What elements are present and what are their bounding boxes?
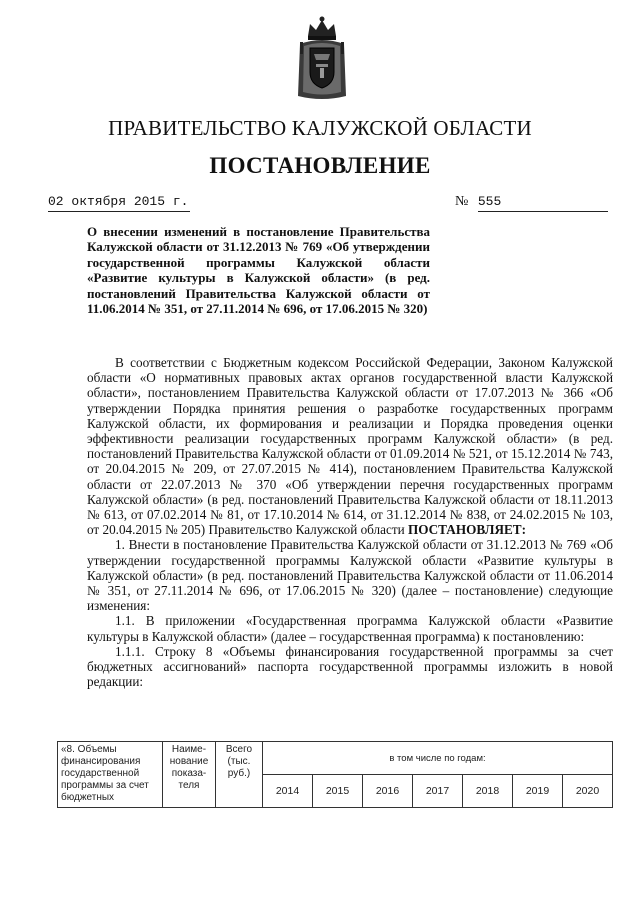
- document-body: [87, 355, 613, 689]
- document-number: 555: [478, 193, 608, 212]
- table-cell-year: 2020: [563, 775, 613, 808]
- table-cell-year: 2019: [513, 775, 563, 808]
- table-cell-indicator-title: «8. Объемы финансирования государственной программы за счет бюджетных: [58, 742, 163, 808]
- document-number-row: [455, 193, 608, 212]
- table-cell-year: 2016: [363, 775, 413, 808]
- table-cell-years-header: в том числе по годам:: [263, 742, 613, 775]
- preamble-paragraph: [87, 355, 613, 537]
- decree-word: ПОСТАНОВЛЯЕТ:: [407, 522, 526, 538]
- paragraph-1-1: 1.1. В приложении «Государственная программа Калужской области «Развитие культуры в Калужской области» (далее – государственная программа) к постановлению:: [87, 613, 613, 644]
- table-header-row: [58, 742, 613, 775]
- document-date: 02 октября 2015 г.: [48, 193, 190, 212]
- table-cell-year: 2014: [263, 775, 313, 808]
- financing-table: [57, 741, 613, 808]
- table-cell-year: 2015: [313, 775, 363, 808]
- number-sign: №: [455, 194, 469, 209]
- preamble-text: В соответствии с Бюджетным кодексом Российской Федерации, Законом Калужской области «О нормативных правовых актах органов государственной власти Калужской области», постановлением Правительства Калужской области от 17.07.2013 № 366 «Об утверждении Порядка принятия решения о разработке государственных программ Калужской области, их формирования и реализации и Порядка проведения оценки эффективности реализации государственных программ Калужской области» (в ред. постановлений Правительства Калужской области от 01.09.2014 № 521, от 15.12.2014 № 743, от 20.04.2015 № 209, от 27.07.2015 № 414), постановлением Правительства Калужской области от 22.07.2013 № 370 «Об утверждении перечня государственных программ Калужской области» (в ред. постановлений Правительства Калужской области от 18.11.2013 № 613, от 07.02.2014 № 81, от 17.10.2014 № 614, от 31.12.2014 № 838, от 24.02.2015 № 103, от 20.04.2015 № 205) Правительство Калужской области: [87, 355, 613, 538]
- table-cell-year: 2018: [463, 775, 513, 808]
- table-cell-total-header: Всего (тыс. руб.): [216, 742, 263, 808]
- document-type: ПОСТАНОВЛЕНИЕ: [209, 153, 431, 178]
- paragraph-1-1-1: 1.1.1. Строку 8 «Объемы финансирования государственной программы за счет бюджетных ассигнований» паспорта государственной программы изложить в новой редакции:: [87, 643, 613, 690]
- paragraph-1: 1. Внести в постановление Правительства Калужской области от 31.12.2013 № 769 «Об утверждении государственной программы Калужской области «Развитие культуры в Калужской области» (в ред. постановлений Правительства Калужской области от 11.06.2014 № 351, от 27.11.2014 № 696, от 17.06.2015 № 320) (далее – постановление) следующие изменения:: [87, 537, 613, 614]
- table-cell-year: 2017: [413, 775, 463, 808]
- coat-of-arms-emblem: [294, 14, 350, 100]
- government-title: ПРАВИТЕЛЬСТВО КАЛУЖСКОЙ ОБЛАСТИ: [108, 116, 532, 140]
- table-cell-name-header: Наиме-нование показа-теля: [163, 742, 216, 808]
- document-subject: О внесении изменений в постановление Правительства Калужской области от 31.12.2013 № 769 «Об утверждении государственной программы Калужской области «Развитие культуры в Калужской области» (в ред. постановлений Правительства Калужской области от 11.06.2014 № 351, от 27.11.2014 № 696, от 17.06.2015 № 320): [87, 224, 430, 317]
